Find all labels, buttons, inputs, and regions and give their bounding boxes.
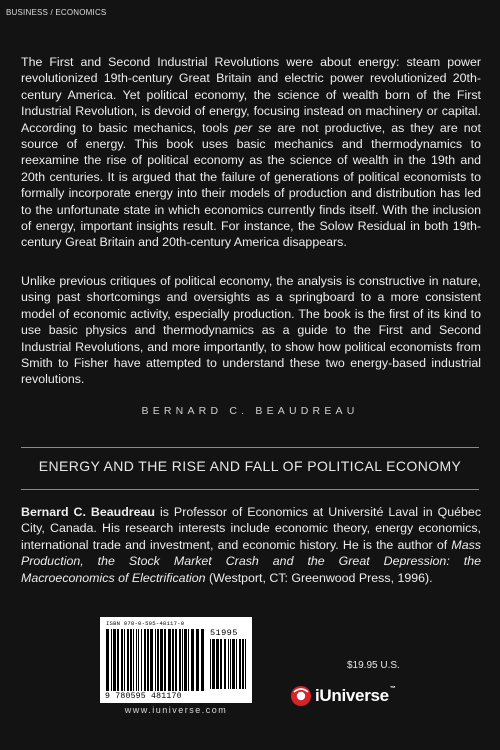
isbn-text: ISBN 978-0-595-48117-0 <box>106 620 185 627</box>
website-url[interactable]: www.iuniverse.com <box>124 705 228 715</box>
author-bio: Bernard C. Beaudreau is Professor of Economics at Université Laval in Québec City, Canada. His research interests include economic theory, energy economics, international trade and investment, and economic history. He is the author of Mass Production, the Stock Market Crash and the Great Depression: the Macroeconomics of Electrification (Westport, CT: Greenwood Press, 1996). <box>21 505 482 585</box>
price-barcode-icon <box>210 639 248 689</box>
book-title: ENERGY AND THE RISE AND FALL OF POLITICAL ECONOMY <box>38 458 462 474</box>
price: $19.95 U.S. <box>347 660 400 671</box>
barcode <box>100 617 252 703</box>
category-label: BUSINESS / ECONOMICS <box>6 8 107 17</box>
divider-top <box>21 447 479 448</box>
divider-bottom <box>21 489 479 490</box>
barcode-digits: 9 780595 481170 <box>105 692 182 701</box>
publisher-name: iUniverse™ <box>315 686 396 705</box>
price-code: 51995 <box>210 628 238 638</box>
description-paragraph-1: The First and Second Industrial Revolutions were about energy: steam power revolutionized 19th-century Great Britain and electric power revolutionized 20th-century America. Yet political economy, the science of wealth born of the First Industrial Revolution, is devoid of energy, focusing instead on machinery or capital. According to basic mechanics, tools per se are not productive, as they are not source of energy. This book uses basic mechanics and thermodynamics to reexamine the rise of political economy as the science of wealth in the 19th and 20th centuries. It is argued that the failure of generations of political economists to formally incorporate energy into their models of production and distribution has led to the unfortunate state in which economics currently finds itself. With the inclusion of energy, important insights result. For instance, the Solow Residual in both 19th-century Great Britain and 20th-century America disappears. <box>21 55 481 250</box>
iuniverse-logo-icon <box>290 685 312 707</box>
description-paragraph-2: Unlike previous critiques of political economy, the analysis is constructive in nature, using past shortcomings and oversights as a springboard to a more consistent model of economic activity, especially production. The book is the first of its kind to use basic physics and thermodynamics as a guide to the First and Second Industrial Revolutions, and more importantly, to show how political economists from Smith to Fisher have attempted to understand these two energy-based industrial revolutions. <box>21 274 481 387</box>
ean-barcode-icon <box>106 629 206 691</box>
publisher-logo <box>290 681 396 711</box>
author-name: BERNARD C. BEAUDREAU <box>141 405 359 417</box>
